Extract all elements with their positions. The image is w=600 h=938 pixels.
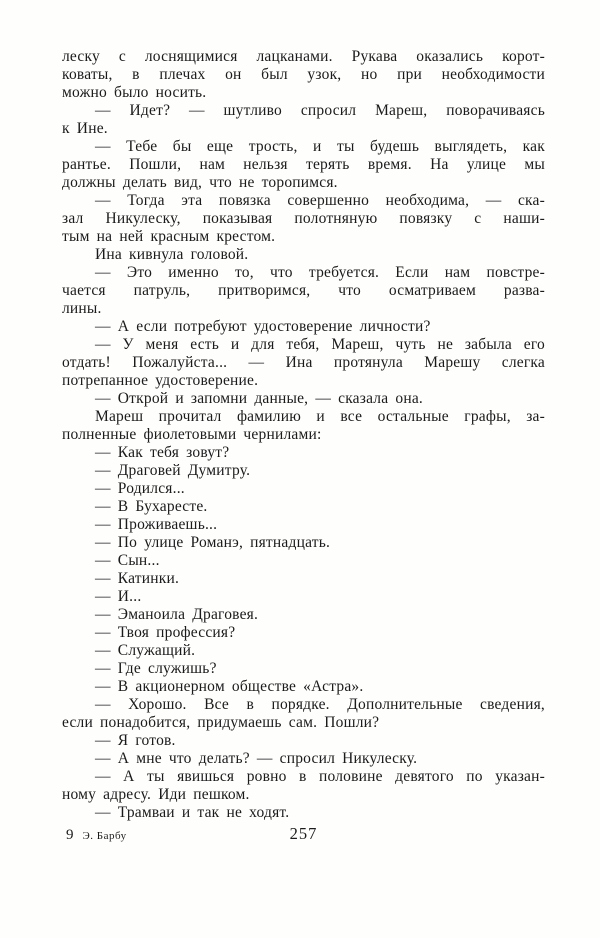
text-line: — Хорошо. Все в порядке. Дополнительные сведения, <box>95 696 545 713</box>
text-line: чается патруль, притворимся, что осматриваем разва- <box>62 282 545 299</box>
text-line: коваты, в плечах он был узок, но при необходимости <box>62 66 545 83</box>
text-line: — В Бухаресте. <box>95 498 208 515</box>
text-line: потрепанное удостоверение. <box>62 372 259 389</box>
text-line: — Открой и запомни данные, — сказала она. <box>95 390 423 407</box>
text-line: рантье. Пошли, нам нельзя терять время. На улице мы <box>62 156 545 173</box>
text-line: — Драговей Думитру. <box>95 462 251 479</box>
text-line: ному адресу. Иди пешком. <box>62 786 250 803</box>
signature-number: 9 <box>66 827 74 843</box>
text-line: — Тебе бы еще трость, и ты будешь выглядеть, как <box>95 138 545 155</box>
text-line: леску с лоснящимися лацканами. Рукава оказались корот- <box>62 48 545 65</box>
text-line: — У меня есть и для тебя, Мареш, чуть не забыла его <box>95 336 545 353</box>
text-line: — И... <box>95 588 142 605</box>
text-line: можно было носить. <box>62 84 207 101</box>
text-line: — Служащий. <box>95 642 196 659</box>
text-line: — А ты явишься ровно в половине девятого по указан- <box>95 768 545 785</box>
text-line: Ина кивнула головой. <box>95 246 249 263</box>
text-line: зал Никулеску, показывая полотняную повязку с наши- <box>62 210 545 227</box>
text-line: — Я готов. <box>95 732 176 749</box>
text-line: — Катинки. <box>95 570 180 587</box>
text-line: — Твоя профессия? <box>95 624 236 641</box>
text-line: лины. <box>62 300 102 317</box>
text-line: — А если потребуют удостоверение личности? <box>95 318 431 335</box>
text-line: — Трамваи и так не ходят. <box>95 804 290 821</box>
text-line: — Сын... <box>95 552 160 569</box>
text-line: полненные фиолетовыми чернилами: <box>62 426 322 443</box>
text-line: к Ине. <box>62 120 108 137</box>
text-line: — Эманоила Драговея. <box>95 606 259 623</box>
text-line: должны делать вид, что не торопимся. <box>62 174 338 191</box>
page-number: 257 <box>289 824 318 843</box>
author-name: Э. Барбу <box>82 830 127 842</box>
text-line: — Как тебя зовут? <box>95 444 230 461</box>
text-line: — В акционерном обществе «Астра». <box>95 678 364 695</box>
text-line: тым на ней красным крестом. <box>62 228 276 245</box>
text-line: — А мне что делать? — спросил Никулеску. <box>95 750 418 767</box>
text-line: — По улице Романэ, пятнадцать. <box>95 534 331 551</box>
text-block <box>62 48 545 822</box>
text-line: — Идет? — шутливо спросил Мареш, поворачиваясь <box>95 102 545 119</box>
text-line: если понадобится, придумаешь сам. Пошли? <box>62 714 380 731</box>
page-footer <box>0 824 600 848</box>
text-line: — Тогда эта повязка совершенно необходима, — ска- <box>95 192 545 209</box>
text-line: — Это именно то, что требуется. Если нам повстре- <box>95 264 545 281</box>
text-line: Мареш прочитал фамилию и все остальные графы, за- <box>95 408 545 425</box>
text-line: — Где служишь? <box>95 660 217 677</box>
text-line: — Проживаешь... <box>95 516 218 533</box>
text-line: отдать! Пожалуйста... — Ина протянула Марешу слегка <box>62 354 545 371</box>
text-line: — Родился... <box>95 480 185 497</box>
